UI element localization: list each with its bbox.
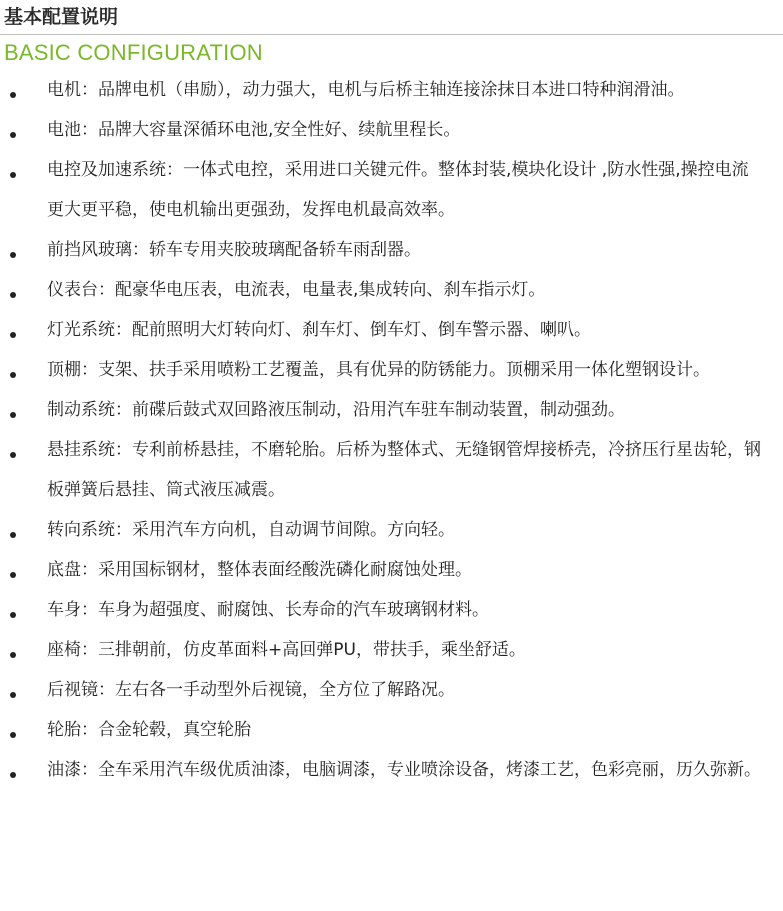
bullet-icon bbox=[10, 452, 16, 458]
bullet-icon bbox=[10, 772, 16, 778]
section-title-cn: 基本配置说明 bbox=[4, 6, 119, 28]
bullet-icon bbox=[10, 252, 16, 258]
spec-text: 底盘：采用国标钢材，整体表面经酸洗磷化耐腐蚀处理。 bbox=[47, 560, 472, 580]
spec-item-tires bbox=[0, 710, 783, 750]
spec-item-battery bbox=[0, 110, 783, 150]
spec-item-controller bbox=[0, 150, 783, 230]
spec-item-dashboard bbox=[0, 270, 783, 310]
bullet-icon bbox=[10, 732, 16, 738]
spec-item-steering bbox=[0, 510, 783, 550]
section-title-en: BASIC CONFIGURATION bbox=[4, 40, 263, 65]
bullet-icon bbox=[10, 532, 16, 538]
spec-text: 前挡风玻璃：轿车专用夹胶玻璃配备轿车雨刮器。 bbox=[47, 240, 421, 260]
spec-text: 制动系统：前碟后鼓式双回路液压制动，沿用汽车驻车制动装置，制动强劲。 bbox=[47, 400, 625, 420]
spec-list bbox=[0, 70, 783, 790]
bullet-icon bbox=[10, 412, 16, 418]
bullet-icon bbox=[10, 612, 16, 618]
spec-text: 转向系统：采用汽车方向机，自动调节间隙。方向轻。 bbox=[47, 520, 455, 540]
spec-item-motor bbox=[0, 70, 783, 110]
spec-item-paint bbox=[0, 750, 783, 790]
spec-text: 电池：品牌大容量深循环电池,安全性好、续航里程长。 bbox=[47, 120, 461, 140]
spec-item-seats bbox=[0, 630, 783, 670]
spec-text: 车身：车身为超强度、耐腐蚀、长寿命的汽车玻璃钢材料。 bbox=[47, 600, 489, 620]
bullet-icon bbox=[10, 132, 16, 138]
bullet-icon bbox=[10, 332, 16, 338]
spec-item-mirrors bbox=[0, 670, 783, 710]
spec-text: 悬挂系统：专利前桥悬挂，不磨轮胎。后桥为整体式、无缝钢管焊接桥壳，冷挤压行星齿轮，钢板弹簧后悬挂、筒式液压减震。 bbox=[47, 440, 761, 500]
spec-text: 仪表台：配豪华电压表，电流表，电量表,集成转向、刹车指示灯。 bbox=[47, 280, 546, 300]
spec-text: 电控及加速系统：一体式电控，采用进口关键元件。整体封装,模块化设计 ,防水性强,操控电流更大更平稳，使电机输出更强劲，发挥电机最高效率。 bbox=[47, 160, 749, 220]
spec-text: 座椅：三排朝前，仿皮革面料+高回弹PU，带扶手，乘坐舒适。 bbox=[47, 640, 526, 660]
bullet-icon bbox=[10, 92, 16, 98]
title-divider bbox=[0, 34, 783, 35]
spec-text: 顶棚：支架、扶手采用喷粉工艺覆盖，具有优异的防锈能力。顶棚采用一体化塑钢设计。 bbox=[47, 360, 710, 380]
spec-item-lighting bbox=[0, 310, 783, 350]
spec-item-suspension bbox=[0, 430, 783, 510]
bullet-icon bbox=[10, 572, 16, 578]
spec-text: 油漆：全车采用汽车级优质油漆，电脑调漆，专业喷涂设备，烤漆工艺，色彩亮丽，历久弥新。 bbox=[47, 760, 761, 780]
spec-item-body bbox=[0, 590, 783, 630]
spec-item-brakes bbox=[0, 390, 783, 430]
bullet-icon bbox=[10, 172, 16, 178]
spec-text: 轮胎：合金轮毂，真空轮胎 bbox=[47, 720, 251, 740]
bullet-icon bbox=[10, 372, 16, 378]
spec-item-chassis bbox=[0, 550, 783, 590]
spec-item-windshield bbox=[0, 230, 783, 270]
spec-item-roof bbox=[0, 350, 783, 390]
spec-text: 灯光系统：配前照明大灯转向灯、刹车灯、倒车灯、倒车警示器、喇叭。 bbox=[47, 320, 591, 340]
bullet-icon bbox=[10, 292, 16, 298]
spec-text: 后视镜：左右各一手动型外后视镜，全方位了解路况。 bbox=[47, 680, 455, 700]
bullet-icon bbox=[10, 692, 16, 698]
bullet-icon bbox=[10, 652, 16, 658]
spec-text: 电机：品牌电机（串励），动力强大，电机与后桥主轴连接涂抹日本进口特种润滑油。 bbox=[47, 80, 685, 100]
